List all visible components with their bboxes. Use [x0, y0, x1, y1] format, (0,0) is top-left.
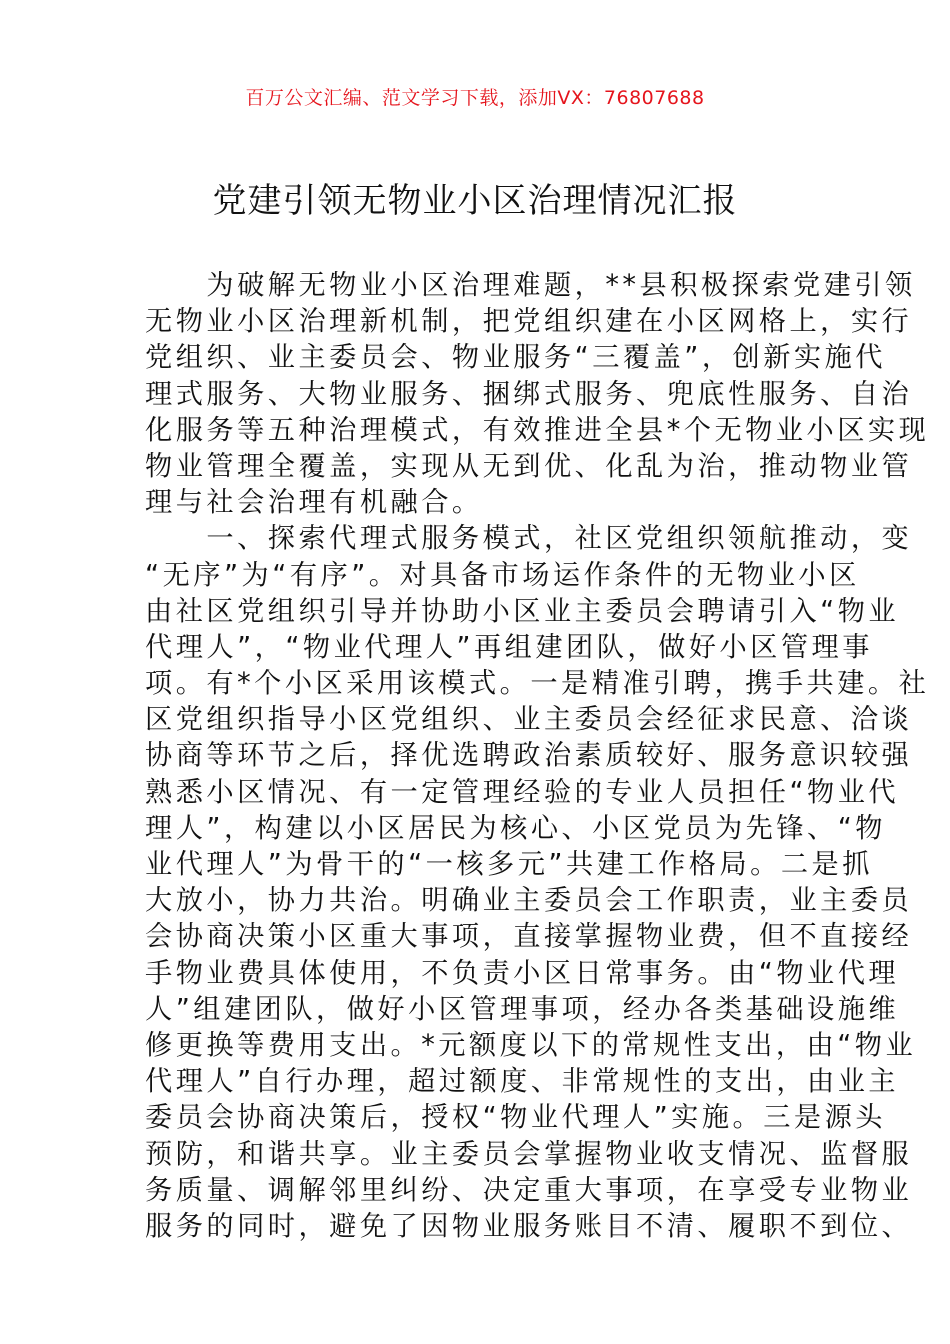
body-line: 修更换等费用支出。*元额度以下的常规性支出，由“物业	[145, 1029, 917, 1061]
body-line: 区党组织指导小区党组织、业主委员会经征求民意、洽谈	[145, 704, 913, 736]
body-line: 会协商决策小区重大事项，直接掌握物业费，但不直接经	[145, 921, 913, 953]
watermark-banner: 百万公文汇编、范文学习下载，添加VX：76807688	[245, 87, 705, 109]
body-line: 为破解无物业小区治理难题，**县积极探索党建引领	[145, 270, 916, 301]
body-line: 党组织、业主委员会、物业服务“三覆盖”，创新实施代	[145, 342, 886, 374]
body-line: 代理人”，“物业代理人”再组建团队，做好小区管理事	[145, 631, 873, 663]
body-line: 人”组建团队，做好小区管理事项，经办各类基础设施维	[145, 993, 900, 1025]
body-line: 项。有*个小区采用该模式。一是精准引聘，携手共建。社	[145, 668, 930, 700]
body-line: 预防，和谐共享。业主委员会掌握物业收支情况、监督服	[145, 1138, 913, 1170]
body-line: 理人”，构建以小区居民为核心、小区党员为先锋、“物	[145, 812, 886, 844]
body-line: 业代理人”为骨干的“一核多元”共建工作格局。二是抓	[145, 849, 873, 880]
body-line: 协商等环节之后，择优选聘政治素质较好、服务意识较强	[145, 740, 913, 772]
body-line: 委员会协商决策后，授权“物业代理人”实施。三是源头	[145, 1102, 886, 1134]
body-line: 理式服务、大物业服务、捆绑式服务、兜底性服务、自治	[145, 378, 913, 410]
body-line: 务质量、调解邻里纠纷、决定重大事项，在享受专业物业	[145, 1174, 913, 1206]
body-line: 代理人”自行办理，超过额度、非常规性的支出，由业主	[145, 1066, 900, 1098]
body-line: 手物业费具体使用，不负责小区日常事务。由“物业代理	[145, 957, 900, 989]
section-heading-line: 一、探索代理式服务模式，社区党组织领航推动，变	[145, 523, 913, 555]
body-line: 由社区党组织引导并协助小区业主委员会聘请引入“物业	[145, 595, 900, 627]
document-title: 党建引领无物业小区治理情况汇报	[212, 181, 738, 221]
body-line: 大放小，协力共治。明确业主委员会工作职责，业主委员	[145, 885, 913, 917]
body-line: 物业管理全覆盖，实现从无到优、化乱为治，推动物业管	[145, 450, 913, 482]
body-line: “无序”为“有序”。对具备市场运作条件的无物业小区	[145, 559, 860, 591]
document-body	[145, 268, 930, 1245]
body-line: 理与社会治理有机融合。	[145, 487, 483, 519]
body-line: 化服务等五种治理模式，有效推进全县*个无物业小区实现	[145, 414, 930, 446]
body-line: 无物业小区治理新机制，把党组织建在小区网格上，实行	[145, 306, 913, 338]
body-line: 服务的同时，避免了因物业服务账目不清、履职不到位、	[145, 1210, 913, 1242]
body-line: 熟悉小区情况、有一定管理经验的专业人员担任“物业代	[145, 776, 900, 808]
